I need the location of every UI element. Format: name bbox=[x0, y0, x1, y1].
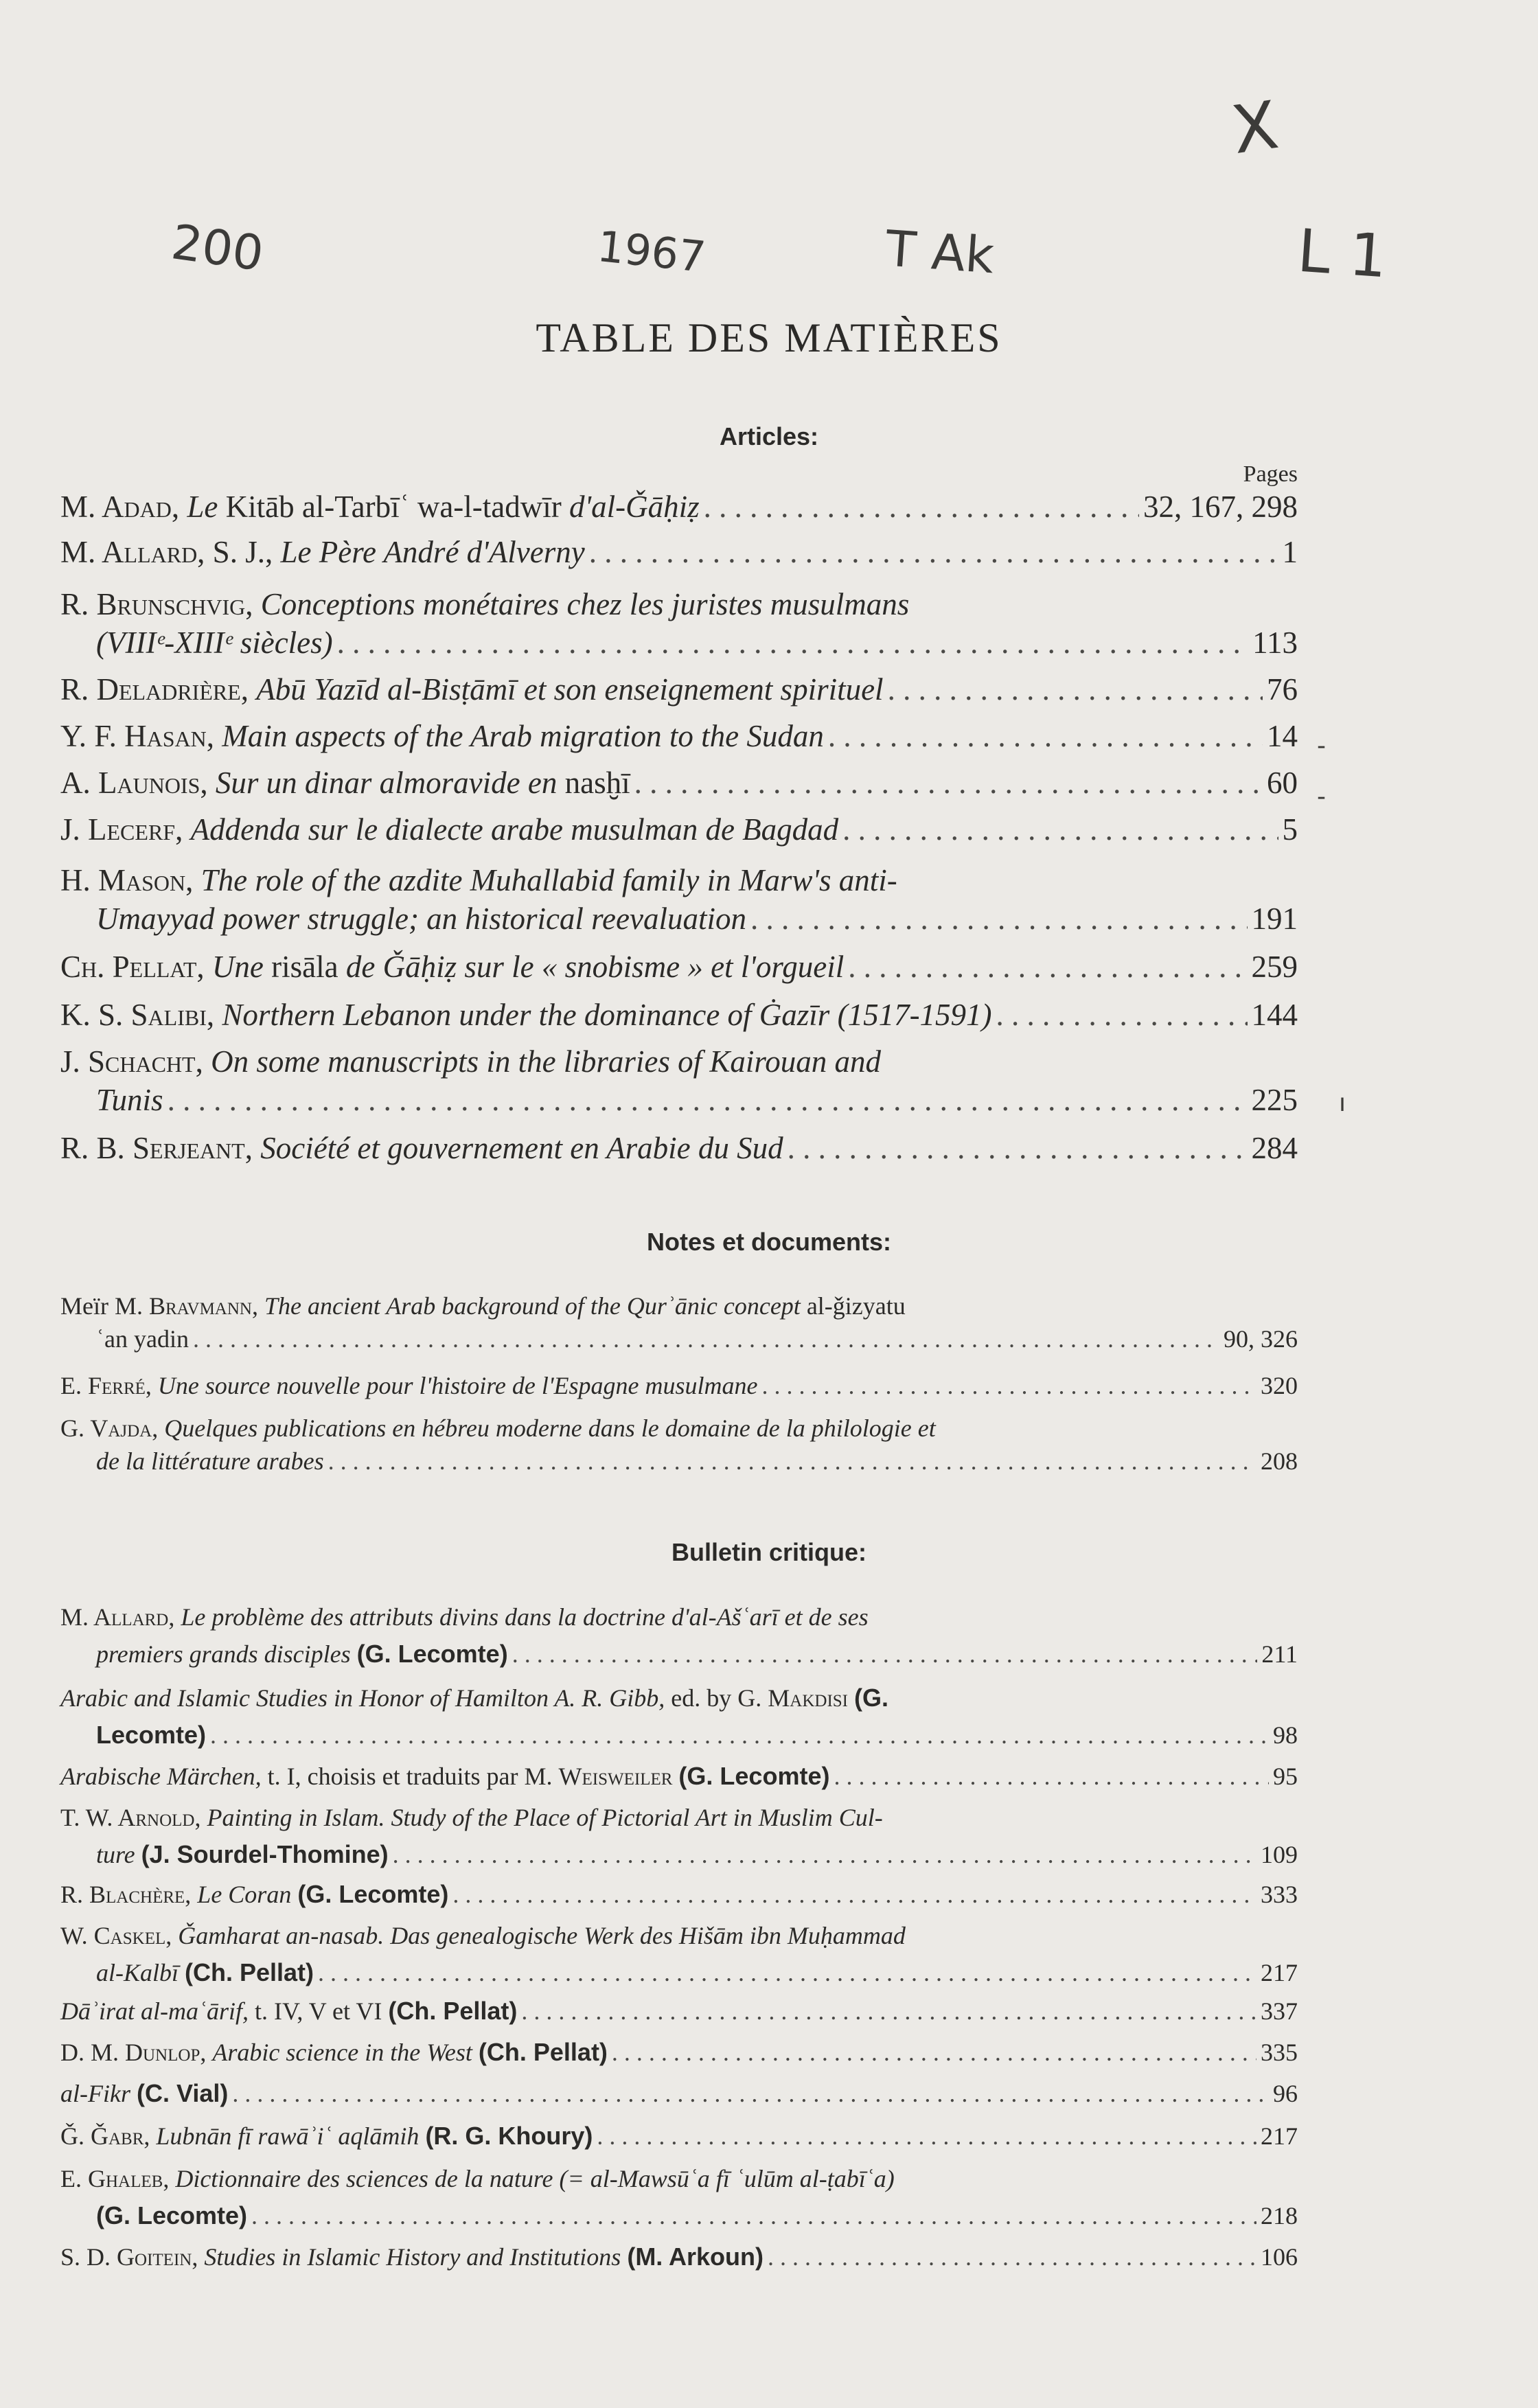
review-entry bbox=[60, 1917, 1298, 1991]
leader-dots bbox=[232, 2075, 1269, 2112]
leader-dots bbox=[393, 1836, 1256, 1873]
article-entry bbox=[60, 996, 1298, 1034]
entry-author: Ch. Pellat, bbox=[60, 950, 205, 984]
leader-dots bbox=[848, 948, 1247, 986]
review-entry bbox=[60, 1758, 1298, 1795]
leader-dots bbox=[337, 623, 1249, 662]
handwritten-year: 1967 bbox=[595, 220, 709, 283]
pages-column-label: Pages bbox=[1243, 461, 1298, 487]
review-entry bbox=[60, 1799, 1298, 1873]
entry-author: M. Adad, bbox=[60, 490, 180, 524]
entry-reviewer: (J. Sourdel-Thomine) bbox=[141, 1840, 389, 1868]
entry-title-italic: de Ǧāḥiẓ sur le « snobisme » et l'orgueil bbox=[345, 950, 845, 984]
entry-editor: Weisweiler bbox=[558, 1763, 673, 1790]
page-title: TABLE DES MATIÈRES bbox=[536, 315, 1002, 360]
article-entry bbox=[60, 488, 1298, 526]
article-entry bbox=[60, 533, 1298, 571]
entry-title: Une bbox=[211, 950, 264, 984]
entry-reviewer: (Ch. Pellat) bbox=[185, 1958, 314, 1986]
article-entry bbox=[60, 717, 1298, 755]
entry-pages: 320 bbox=[1261, 1372, 1298, 1399]
entry-pages: 113 bbox=[1252, 626, 1298, 660]
review-entry bbox=[60, 2034, 1298, 2071]
article-entry bbox=[60, 670, 1298, 709]
leader-dots bbox=[328, 1445, 1256, 1478]
entry-reviewer: Lecomte) bbox=[96, 1721, 207, 1749]
entry-author: W. Caskel, bbox=[60, 1922, 172, 1949]
handwritten-200: 200 bbox=[168, 214, 267, 282]
entry-pages: 32, 167, 298 bbox=[1143, 490, 1298, 524]
entry-pages: 208 bbox=[1261, 1447, 1298, 1475]
entry-title: On some manuscripts in the libraries of Kairouan and bbox=[211, 1044, 881, 1079]
entry-pages: 217 bbox=[1261, 2122, 1298, 2150]
entry-title: Abū Yazīd al-Bisṭāmī et son enseignement spirituel bbox=[256, 672, 884, 707]
entry-title: Conceptions monétaires chez les juristes musulmans bbox=[260, 587, 910, 621]
entry-title: Quelques publications en hébreu moderne dans le domaine de la philologie et bbox=[164, 1414, 936, 1442]
leader-dots bbox=[452, 1876, 1256, 1913]
entry-author: E. Ferré, bbox=[60, 1372, 152, 1399]
entry-title: Painting in Islam. Study of the Place of Pictorial Art in Muslim Cul- bbox=[207, 1804, 883, 1831]
entry-author: D. M. Dunlop, bbox=[60, 2039, 207, 2066]
leader-dots bbox=[788, 1129, 1248, 1167]
entry-pages: 98 bbox=[1273, 1721, 1298, 1749]
entry-title: al-Fikr bbox=[60, 2080, 130, 2107]
entry-pages: 95 bbox=[1273, 1763, 1298, 1790]
entry-pages: 218 bbox=[1261, 2202, 1298, 2229]
entry-pages: 109 bbox=[1261, 1841, 1298, 1868]
entry-author: Bravmann, bbox=[149, 1292, 258, 1320]
review-entry bbox=[60, 2075, 1298, 2112]
entry-pages: 106 bbox=[1261, 2243, 1298, 2271]
entry-title-roman: risāla bbox=[271, 950, 338, 984]
entry-title: (VIIIᵉ-XIIIᵉ siècles) bbox=[96, 626, 333, 660]
entry-title: Société et gouvernement en Arabie du Sud bbox=[260, 1131, 783, 1165]
entry-author: R. B. Serjeant, bbox=[60, 1131, 253, 1165]
handwritten-tm: T Ak bbox=[884, 219, 996, 285]
entry-author: E. Ghaleb, bbox=[60, 2165, 170, 2192]
notes-heading: Notes et documents: bbox=[646, 1228, 892, 1256]
entry-author: R. Brunschvig, bbox=[60, 587, 253, 621]
leader-dots bbox=[193, 1322, 1219, 1355]
entry-author: M. Allard, S. J., bbox=[60, 535, 273, 569]
leader-dots bbox=[768, 2238, 1256, 2275]
note-entry bbox=[60, 1369, 1298, 1402]
entry-title: al-Kalbī bbox=[96, 1959, 179, 1986]
entry-title-roman: Kitāb al-Tarbīʿ wa-l-tadwīr bbox=[225, 490, 562, 524]
entry-title: Main aspects of the Arab migration to the Sudan bbox=[222, 719, 824, 753]
handwritten-x: X bbox=[1227, 86, 1283, 170]
entry-pages: 333 bbox=[1261, 1881, 1298, 1908]
entry-editor-prefix: ed. by G. bbox=[671, 1684, 762, 1712]
entry-author: S. D. Goitein, bbox=[60, 2243, 198, 2271]
review-entry bbox=[60, 2118, 1298, 2155]
entry-reviewer: (Ch. Pellat) bbox=[388, 1997, 518, 2025]
article-entry bbox=[60, 810, 1298, 849]
entry-editor: Makdisi bbox=[768, 1684, 849, 1712]
leader-dots bbox=[828, 717, 1263, 755]
pencil-mark: ‐ bbox=[1317, 783, 1326, 811]
entry-pages: 14 bbox=[1267, 719, 1298, 753]
bulletin-heading: Bulletin critique: bbox=[671, 1538, 866, 1566]
article-entry bbox=[60, 1042, 1298, 1119]
note-entry bbox=[60, 1289, 1298, 1355]
entry-reviewer: (G. bbox=[854, 1684, 889, 1712]
entry-title: ture bbox=[96, 1841, 135, 1868]
entry-title: Northern Lebanon under the dominance of Ġazīr bbox=[222, 998, 830, 1032]
entry-title: de la littérature arabes bbox=[96, 1447, 324, 1475]
review-entry bbox=[60, 2160, 1298, 2234]
entry-title: Une source nouvelle pour l'histoire de l'Espagne musulmane bbox=[157, 1372, 758, 1399]
entry-title-years: (1517-1591) bbox=[837, 998, 992, 1032]
article-entry bbox=[60, 948, 1298, 986]
entry-title: Umayyad power struggle; an historical reevaluation bbox=[96, 902, 746, 936]
entry-author: G. Vajda, bbox=[60, 1414, 159, 1442]
note-entry bbox=[60, 1412, 1298, 1478]
entry-pages: 76 bbox=[1267, 672, 1298, 707]
entry-pages: 259 bbox=[1251, 950, 1298, 984]
article-entry bbox=[60, 585, 1298, 662]
entry-title: Le problème des attributs divins dans la doctrine d'al-Ašʿarī et de ses bbox=[181, 1603, 869, 1631]
entry-reviewer: (G. Lecomte) bbox=[678, 1762, 830, 1790]
entry-author: H. Mason, bbox=[60, 863, 194, 897]
leader-dots bbox=[996, 996, 1248, 1034]
entry-title: Arabic and Islamic Studies in Honor of Hamilton A. R. Gibb, bbox=[60, 1684, 665, 1712]
entry-note: t. IV, V et VI bbox=[255, 1997, 382, 2025]
leader-dots bbox=[521, 1993, 1256, 2030]
entry-pages: 90, 326 bbox=[1224, 1325, 1298, 1353]
entry-pages: 284 bbox=[1251, 1131, 1298, 1165]
entry-title: Le Coran bbox=[197, 1881, 292, 1908]
entry-reviewer: (R. G. Khoury) bbox=[425, 2122, 593, 2150]
leader-dots bbox=[634, 764, 1263, 802]
entry-author: A. Launois, bbox=[60, 766, 208, 800]
entry-title: Lubnān fī rawāʾiʿ aqlāmih bbox=[156, 2122, 420, 2150]
entry-reviewer: (C. Vial) bbox=[136, 2079, 229, 2107]
entry-pages: 211 bbox=[1261, 1640, 1298, 1668]
entry-note: t. I, choisis et traduits par M. bbox=[267, 1763, 553, 1790]
entry-author: K. S. Salibi, bbox=[60, 998, 215, 1032]
leader-dots bbox=[704, 488, 1139, 526]
pencil-mark: ı bbox=[1339, 1089, 1346, 1117]
entry-title: Le bbox=[187, 490, 218, 524]
entry-reviewer: (G. Lecomte) bbox=[96, 2201, 248, 2229]
entry-pages: 337 bbox=[1261, 1997, 1298, 2025]
entry-reviewer: (G. Lecomte) bbox=[356, 1640, 508, 1668]
entry-author: J. Schacht, bbox=[60, 1044, 203, 1079]
entry-title: Arabische Märchen, bbox=[60, 1763, 262, 1790]
entry-pages: 191 bbox=[1251, 902, 1298, 936]
review-entry bbox=[60, 1993, 1298, 2030]
review-entry bbox=[60, 1598, 1298, 1673]
entry-title: The ancient Arab background of the Qurʾānic concept bbox=[264, 1292, 801, 1320]
entry-author: R. Blachère, bbox=[60, 1881, 192, 1908]
entry-title: The role of the azdite Muhallabid family in Marw's anti- bbox=[200, 863, 897, 897]
entry-reviewer: (M. Arkoun) bbox=[627, 2243, 764, 2271]
leader-dots bbox=[168, 1081, 1248, 1119]
entry-title-roman: al-ǧizyatu bbox=[806, 1292, 906, 1320]
pencil-mark: ‐ bbox=[1317, 732, 1326, 760]
entry-author: J. Lecerf, bbox=[60, 812, 183, 847]
leader-dots bbox=[512, 1636, 1258, 1673]
review-entry bbox=[60, 2238, 1298, 2275]
entry-pages: 225 bbox=[1251, 1083, 1298, 1117]
article-entry bbox=[60, 861, 1298, 938]
entry-pages: 96 bbox=[1273, 2080, 1298, 2107]
leader-dots bbox=[597, 2118, 1256, 2155]
leader-dots bbox=[750, 899, 1248, 938]
entry-title: premiers grands disciples bbox=[96, 1640, 351, 1668]
entry-author: T. W. Arnold, bbox=[60, 1804, 201, 1831]
articles-heading: Articles: bbox=[719, 422, 819, 450]
entry-pages: 60 bbox=[1267, 766, 1298, 800]
review-entry bbox=[60, 1679, 1298, 1754]
entry-author: Y. F. Hasan, bbox=[60, 719, 214, 753]
entry-pages: 335 bbox=[1261, 2039, 1298, 2066]
leader-dots bbox=[842, 810, 1278, 849]
entry-title: Le Père André d'Alverny bbox=[280, 535, 585, 569]
entry-title: Ǧamharat an-nasab. Das genealogische Werk des Hišām ibn Muḥammad bbox=[178, 1922, 906, 1949]
article-entry bbox=[60, 764, 1298, 802]
leader-dots bbox=[318, 1954, 1256, 1991]
entry-pages: 144 bbox=[1251, 998, 1298, 1032]
entry-title: Studies in Islamic History and Institutions bbox=[204, 2243, 621, 2271]
leader-dots bbox=[251, 2197, 1256, 2234]
entry-title: Addenda sur le dialecte arabe musulman de Bagdad bbox=[190, 812, 839, 847]
entry-reviewer: (Ch. Pellat) bbox=[478, 2038, 608, 2066]
leader-dots bbox=[612, 2034, 1256, 2071]
review-entry bbox=[60, 1876, 1298, 1913]
entry-author: R. Deladrière, bbox=[60, 672, 249, 707]
entry-author: Ǧ. Ǧabr, bbox=[60, 2122, 150, 2150]
entry-author: M. Allard, bbox=[60, 1603, 175, 1631]
entry-pages: 1 bbox=[1282, 535, 1298, 569]
entry-title: Dictionnaire des sciences de la nature (= al-Mawsūʿa fī ʿulūm al-ṭabīʿa) bbox=[175, 2165, 895, 2192]
leader-dots bbox=[762, 1369, 1257, 1402]
entry-title-roman: nasḫī bbox=[564, 766, 630, 800]
entry-title-roman: ʿan yadin bbox=[96, 1325, 189, 1353]
leader-dots bbox=[589, 533, 1278, 571]
entry-reviewer: (G. Lecomte) bbox=[297, 1880, 449, 1908]
article-entry bbox=[60, 1129, 1298, 1167]
entry-title: Sur un dinar almoravide en bbox=[215, 766, 558, 800]
entry-pages: 217 bbox=[1261, 1959, 1298, 1986]
leader-dots bbox=[834, 1758, 1269, 1795]
leader-dots bbox=[210, 1717, 1269, 1754]
entry-title: Tunis bbox=[96, 1083, 163, 1117]
entry-title: Arabic science in the West bbox=[212, 2039, 472, 2066]
entry-author-first: Meïr M. bbox=[60, 1292, 143, 1320]
entry-title-italic: d'al-Ǧāḥiẓ bbox=[569, 490, 700, 524]
entry-title: Dāʾirat al-maʿārif, bbox=[60, 1997, 249, 2025]
entry-pages: 5 bbox=[1282, 812, 1298, 847]
leader-dots bbox=[888, 670, 1263, 709]
handwritten-l1: L 1 bbox=[1295, 216, 1390, 292]
